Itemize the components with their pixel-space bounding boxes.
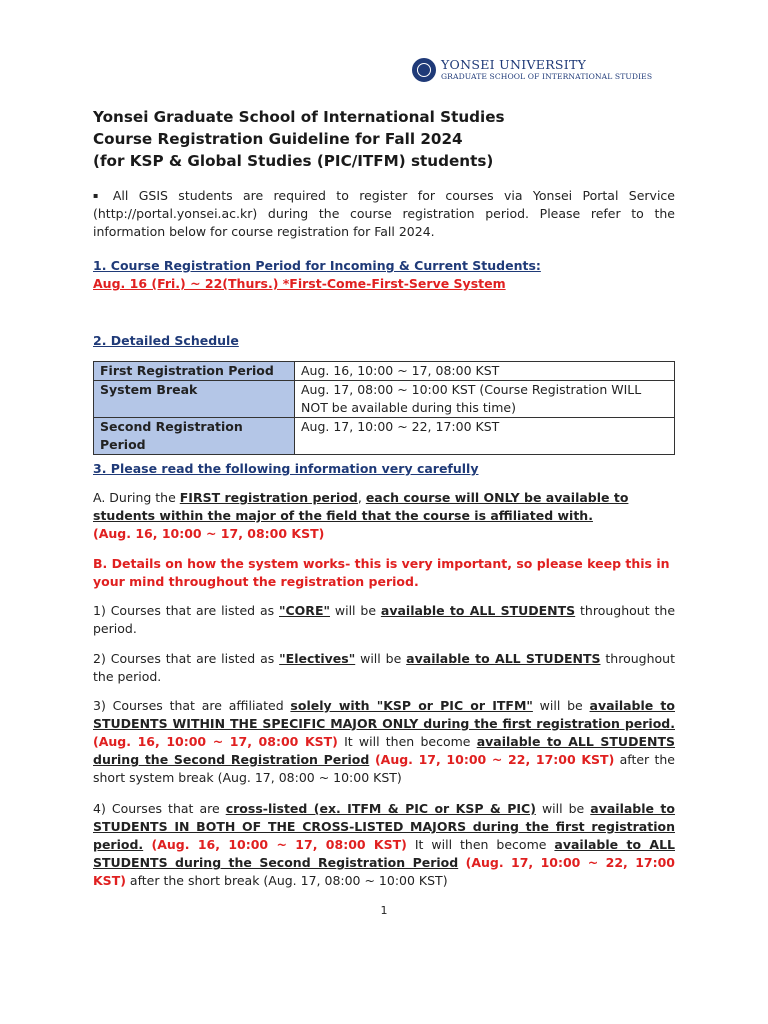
paragraph-2 [93, 650, 675, 686]
p1-text: will be [330, 603, 381, 618]
para-a-first-period: FIRST registration period [179, 490, 358, 505]
para-a-comma: , [357, 490, 366, 505]
logo-university-name: YONSEI UNIVERSITY [441, 57, 587, 72]
p3-available: available to STUDENTS WITHIN THE SPECIFIC MAJOR ONLY during the first registration period. [93, 698, 675, 731]
p2-text: throughout the period. [93, 651, 675, 684]
intro-text: All GSIS students are required to register for courses via Yonsei Portal Service (http://portal.yonsei.ac.kr) during the course registration period. Please refer to the information below for course registration for Fall 2024. [93, 188, 675, 239]
p4-text: It will then become [406, 837, 555, 852]
para-a-rule: each course will ONLY be available to students within the major of the field that the course is affiliated with. [93, 490, 629, 523]
title-line-1: Yonsei Graduate School of International Studies [93, 108, 505, 126]
schedule-label: System Break [94, 381, 295, 418]
paragraph-4 [93, 800, 675, 890]
title-line-2: Course Registration Guideline for Fall 2024 [93, 130, 463, 148]
schedule-value: Aug. 17, 10:00 ~ 22, 17:00 KST [295, 418, 675, 455]
para-a-time: (Aug. 16, 10:00 ~ 17, 08:00 KST) [93, 526, 325, 541]
university-seal-icon [412, 58, 436, 82]
p4-cross-listed: cross-listed (ex. ITFM & PIC or KSP & PIC) [225, 801, 536, 816]
p3-available-2: available to ALL STUDENTS during the Second Registration Period [93, 734, 675, 767]
p4-text: will be [535, 801, 591, 816]
table-row [94, 362, 675, 381]
p4-text: after the short break (Aug. 17, 08:00 ~ 10:00 KST) [125, 873, 448, 888]
p3-text: It will then become [337, 734, 477, 749]
paragraph-3 [93, 697, 675, 787]
p2-text: 2) Courses that are listed as [93, 651, 280, 666]
para-a-prefix: A. During the [93, 490, 180, 505]
intro-paragraph [93, 187, 675, 241]
schedule-table [93, 361, 675, 455]
p3-solely: solely with "KSP or PIC or ITFM" [290, 698, 533, 713]
p4-available-2: available to ALL STUDENTS during the Second Registration Period [93, 837, 676, 870]
section-1 [93, 257, 675, 293]
p2-available: available to ALL STUDENTS [406, 651, 601, 666]
schedule-value: Aug. 16, 10:00 ~ 17, 08:00 KST [295, 362, 675, 381]
section-3-heading [93, 460, 675, 478]
schedule-value: Aug. 17, 08:00 ~ 10:00 KST (Course Registration WILL NOT be available during this time) [295, 381, 675, 418]
p3-text: after the short system break (Aug. 17, 08:00 ~ 10:00 KST) [93, 752, 675, 785]
p2-electives: "Electives" [279, 651, 356, 666]
p3-text: 3) Courses that are affiliated [93, 698, 291, 713]
p1-available: available to ALL STUDENTS [380, 603, 576, 618]
page-number: 1 [380, 904, 388, 917]
table-row [94, 418, 675, 455]
title-line-3: (for KSP & Global Studies (PIC/ITFM) students) [93, 152, 494, 170]
schedule-label: First Registration Period [94, 362, 295, 381]
p4-time-1: (Aug. 16, 10:00 ~ 17, 08:00 KST) [143, 837, 407, 852]
table-row [94, 381, 675, 418]
p3-time-2: (Aug. 17, 10:00 ~ 22, 17:00 KST) [369, 752, 615, 767]
p4-time-2: (Aug. 17, 10:00 ~ 22, 17:00 KST) [93, 855, 676, 888]
p1-core: "CORE" [279, 603, 330, 618]
p4-text: 4) Courses that are [93, 801, 226, 816]
section-3-heading-text: 3. Please read the following information very carefully [93, 461, 479, 476]
p1-text: 1) Courses that are listed as [93, 603, 279, 618]
para-b-text: B. Details on how the system works- this is very important, so please keep this in your mind throughout the registration period. [93, 556, 670, 589]
p1-text: throughout the period. [93, 603, 676, 636]
section-1-heading: 1. Course Registration Period for Incoming & Current Students: [93, 258, 541, 273]
p3-text: will be [532, 698, 590, 713]
schedule-label: Second Registration Period [94, 418, 295, 455]
p3-time-1: (Aug. 16, 10:00 ~ 17, 08:00 KST) [93, 734, 338, 749]
document-title [93, 106, 505, 172]
bullet-icon: ▪ [93, 191, 105, 200]
p2-text: will be [355, 651, 407, 666]
logo-school-name: GRADUATE SCHOOL OF INTERNATIONAL STUDIES [441, 72, 653, 81]
university-logo [412, 58, 652, 82]
section-2-heading [93, 332, 675, 350]
p4-available: available to STUDENTS IN BOTH OF THE CROSS-LISTED MAJORS during the first registration period. [93, 801, 675, 852]
paragraph-a [93, 489, 675, 543]
section-2-heading-text: 2. Detailed Schedule [93, 333, 239, 348]
paragraph-b [93, 555, 675, 591]
registration-period: Aug. 16 (Fri.) ~ 22(Thurs.) *First-Come-First-Serve System [93, 276, 506, 291]
paragraph-1 [93, 602, 675, 638]
